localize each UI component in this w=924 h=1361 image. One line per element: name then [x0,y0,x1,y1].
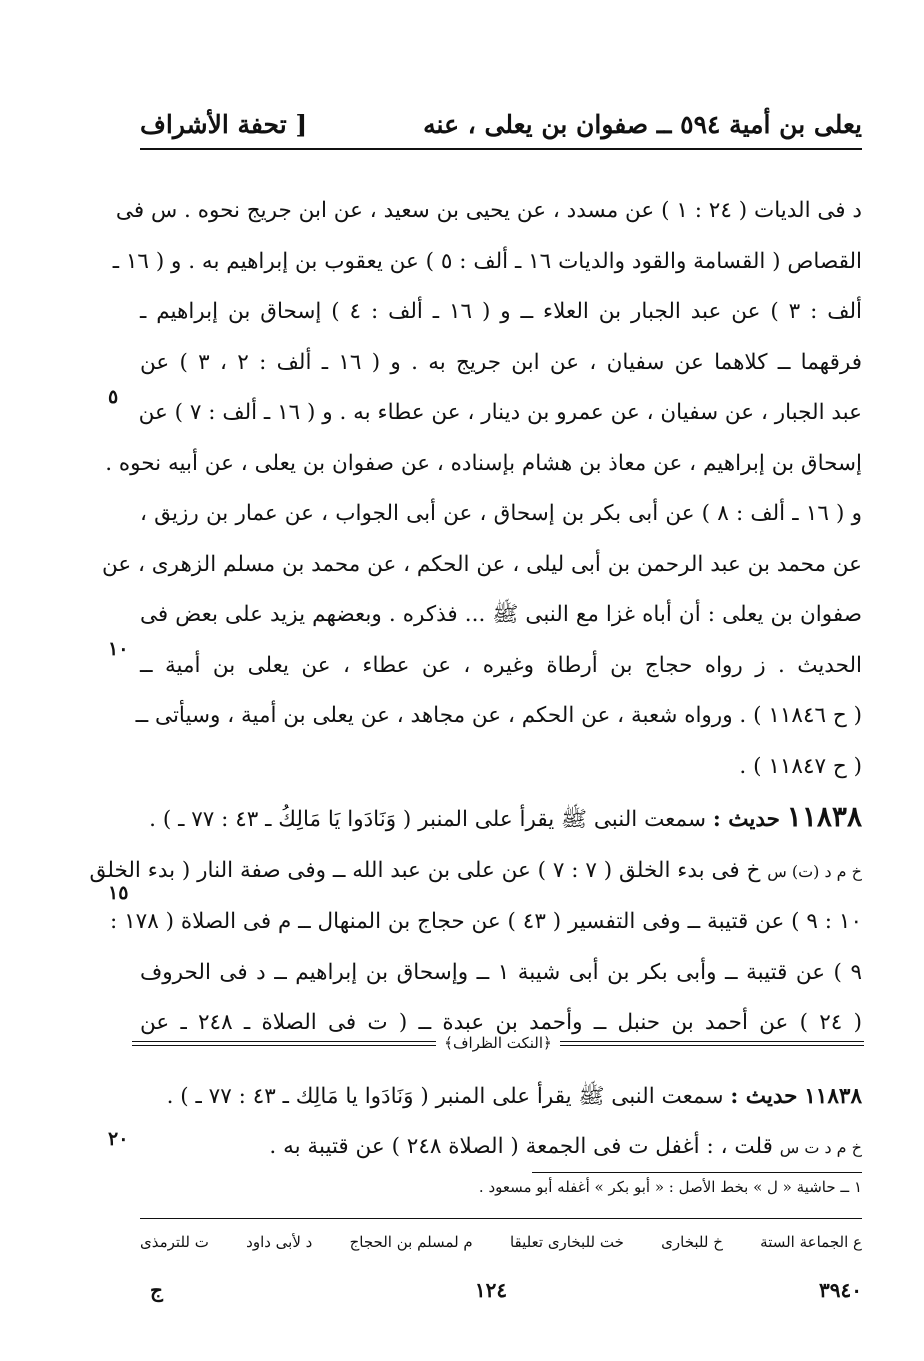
page-number: ١٢٤ [474,1278,508,1302]
margin-line-number: ١٠ [108,638,129,660]
footnote-text: ١ ــ حاشية « ل » بخط الأصل : « أبو بكر » أغفله أبو مسعود . [478,1178,862,1196]
text-line: عبد الجبار ، عن سفيان ، عن عمرو بن دينار ، عن عطاء به . و ( ١٦ ـ ألف : ٧ ) عن [138,400,862,425]
nukat-text: سمعت النبى ﷺ يقرأ على المنبر ( وَنَادَوا يا مَالِك ـ ٤٣ : ٧٧ ـ ) . [166,1084,724,1109]
hadith-number: ١١٨٣٨ [786,800,862,833]
running-header [140,100,862,150]
legend-item: د لأبى داود [246,1233,313,1251]
volume-mark: ج [150,1278,163,1302]
hadith-label: حديث : [712,807,780,832]
page-footer [150,1278,862,1302]
legend-item: خ للبخارى [661,1233,723,1251]
text-line: الحديث . ز رواه حجاج بن أرطاة وغيره ، عن عطاء ، عن يعلى بن أمية ــ [140,652,862,678]
hadith-line: ( ٢٤ ) عن أحمد بن حنبل ــ وأحمد بن عبدة ــ ( ت فى الصلاة ـ ٢٤٨ ـ عن [140,1010,862,1035]
nukat-section [140,1072,862,1173]
text-line: عن محمد بن عبد الرحمن بن أبى ليلى ، عن الحكم ، عن محمد بن مسلم الزهرى ، عن [101,551,862,577]
legend-item: خت للبخارى تعليقا [509,1233,624,1251]
text-line: ألف : ٣ ) عن عبد الجبار بن العلاء ــ و ( ١٦ ـ ألف : ٤ ) إسحاق بن إبراهيم ـ [140,299,862,324]
hadith-line: ١٠ : ٩ ) عن قتيبة ــ وفى التفسير ( ٤٣ ) عن حجاج بن المنهال ــ م فى الصلاة ( ١٧٨ : [110,909,862,934]
text-line: و ( ١٦ ـ ألف : ٨ ) عن أبى بكر بن إسحاق ، عن أبى الجواب ، عن عمار بن رزيق ، [140,501,862,526]
text-line: القصاص ( القسامة والقود والديات ١٦ ـ ألف : ٥ ) عن يعقوب بن إبراهيم به . و ( ١٦ ـ [112,248,862,274]
text-line: فرقهما ــ كلاهما عن سفيان ، عن ابن جريج به . و ( ١٦ ـ ألف : ٢ ، ٣ ) عن [140,349,862,375]
sigla-legend [140,1218,862,1251]
text-line: د فى الديات ( ٢٤ : ١ ) عن مسدد ، عن يحيى بن سعيد ، عن ابن جريج نحوه . س فى [115,198,862,223]
margin-line-number: ٥ [108,386,119,408]
margin-line-number: ٢٠ [108,1128,129,1150]
hadith-sigla: خ م د (ت) س [767,861,862,881]
margin-line-number: ١٥ [108,882,129,904]
text-line: إسحاق بن إبراهيم ، عن معاذ بن هشام بإسناده ، عن صفوان بن يعلى ، عن أبيه نحوه . [105,450,862,476]
footnote [140,1178,862,1196]
text-line: ( ح ١١٨٤٦ ) . ورواه شعبة ، عن الحكم ، عن مجاهد ، عن يعلى بن أمية ، وسيأتى ــ [135,703,862,728]
legend-item: ع الجماعة الستة [760,1233,862,1251]
hadith-line-text: خ فى بدء الخلق ( ٧ : ٧ ) عن على بن عبد الله ــ وفى صفة النار ( بدء الخلق [89,857,761,883]
nukat-label: حديث : [730,1084,798,1109]
header-book-title: [ تحفة الأشراف [140,109,308,139]
text-line: ( ح ١١٨٤٧ ) . [739,753,862,779]
section-divider [132,1028,864,1058]
divider-rule [132,1041,436,1046]
divider-label: ﴿النكت الظراف﴾ [444,1034,552,1052]
nukat-heading [140,1072,862,1122]
footnote-rule [532,1172,862,1173]
text-line: صفوان بن يعلى : أن أباه غزا مع النبى ﷺ ... فذكره . وبعضهم يزيد على بعض فى [140,602,862,627]
hadith-line: ٩ ) عن قتيبة ــ وأبى بكر بن أبى شيبة ١ ــ وإسحاق بن إبراهيم ــ د فى الحروف [140,959,863,985]
nukat-number: ١١٨٣٨ [804,1084,862,1109]
folio-number: ٣٩٤٠ [819,1278,862,1302]
legend-item: ت للترمذى [140,1233,209,1251]
legend-item: م لمسلم بن الحجاج [349,1233,473,1251]
hadith-text: سمعت النبى ﷺ يقرأ على المنبر ( وَنَادَوا يَا مَالِكُ ـ ٤٣ : ٧٧ ـ ) . [149,807,707,832]
hadith-heading [140,792,862,846]
divider-rule [560,1041,864,1046]
nukat-line-text: قلت ، : أغفل ت فى الجمعة ( الصلاة ٢٤٨ ) عن قتيبة به . [269,1134,773,1159]
nukat-sigla: خ م د ت س [779,1138,862,1157]
header-chapter-title: يعلى بن أمية ٥٩٤ ــ صفوان بن يعلى ، عنه [423,109,862,139]
nukat-line [140,1122,862,1173]
